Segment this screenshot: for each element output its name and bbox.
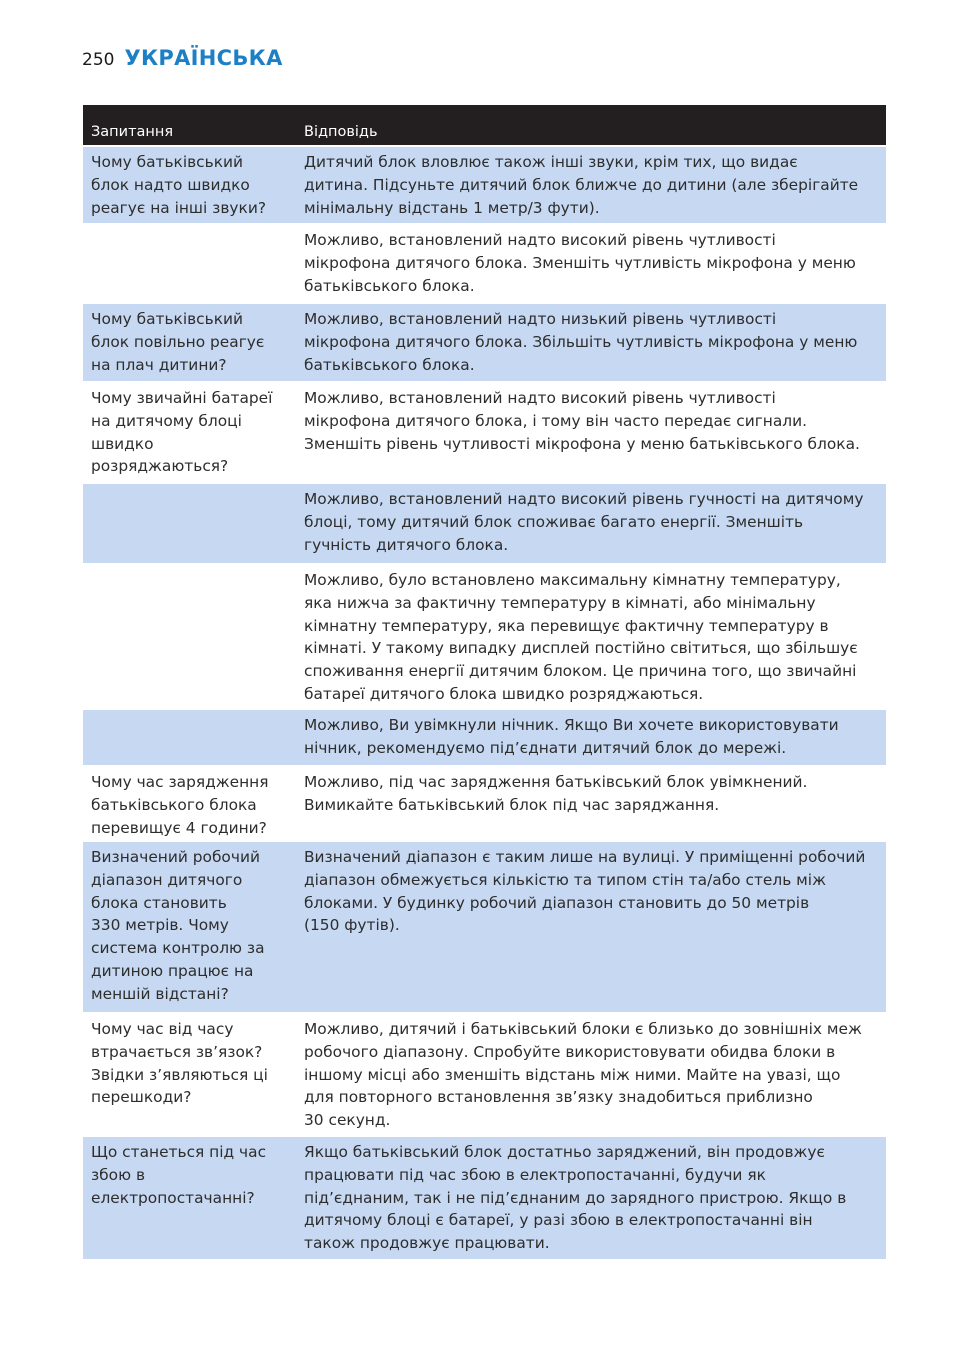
table-header-row — [83, 105, 886, 145]
question-cell: Чому батьківський блок повільно реагує на плач дитини? — [91, 310, 265, 374]
answer-cell: Можливо, дитячий і батьківський блоки є близько до зовнішніх меж робочого діапазону. Спробуйте використовувати обидва блоки в іншому місці або зменшіть відстань між ними. Майте на увазі, що для повторного встановлення зв’язку знадобиться приблизно 30 секунд. — [304, 1020, 862, 1130]
answer-cell: Можливо, Ви увімкнули нічник. Якщо Ви хочете використовувати нічник, рекомендуємо під’єднати дитячий блок до мережі. — [304, 716, 839, 757]
table-row — [83, 223, 886, 302]
table-row — [83, 482, 886, 563]
table-row — [83, 765, 886, 840]
table-row — [83, 145, 886, 223]
table-row — [83, 1012, 886, 1135]
answer-cell: Визначений діапазон є таким лише на вулиці. У приміщенні робочий діапазон обмежується кількістю та типом стін та/або стель між блоками. У будинку робочий діапазон становить до 50 метрів (150 футів). — [304, 848, 866, 935]
question-cell — [83, 484, 296, 563]
answer-cell: Можливо, було встановлено максимальну кімнатну температуру, яка нижча за фактичну температуру в кімнаті, або мінімальну кімнатну температуру, яка перевищує фактичну температуру в кімнаті. У такому випадку дисплей постійно світиться, що збільшує споживання енергії дитячим блоком. Це причина того, що звичайні батареї дитячого блока швидко розряджаються. — [304, 571, 858, 703]
answer-cell: Можливо, встановлений надто низький рівень чутливості мікрофона дитячого блока. Збільшіть чутливість мікрофона у меню батьківського блока. — [304, 310, 858, 374]
question-cell — [83, 565, 296, 708]
column-header-answer: Відповідь — [304, 124, 378, 140]
table-row — [83, 708, 886, 765]
table-row — [83, 302, 886, 381]
question-cell: Чому звичайні батареї на дитячому блоці швидко розряджаються? — [91, 389, 273, 476]
question-cell: Чому час зарядження батьківського блока перевищує 4 години? — [91, 773, 269, 837]
section-title: УКРАЇНСЬКА — [124, 46, 283, 70]
answer-cell: Можливо, під час зарядження батьківський блок увімкнений. Вимикайте батьківський блок під час заряджання. — [304, 773, 808, 814]
column-header-question: Запитання — [91, 124, 174, 140]
table-row — [83, 1135, 886, 1259]
question-cell: Визначений робочий діапазон дитячого блока становить 330 метрів. Чому система контролю за дитиною працює на меншій відстані? — [91, 848, 265, 1003]
table-row — [83, 563, 886, 708]
answer-cell: Дитячий блок вловлює також інші звуки, крім тих, що видає дитина. Підсуньте дитячий блок ближче до дитини (але зберігайте мінімальну відстань 1 метр/3 фути). — [304, 153, 859, 217]
page-header — [82, 46, 283, 76]
answer-cell: Можливо, встановлений надто високий рівень чутливості мікрофона дитячого блока. Зменшіть чутливість мікрофона у меню батьківського блока. — [304, 231, 856, 295]
question-cell — [83, 710, 296, 765]
answer-cell: Можливо, встановлений надто високий рівень чутливості мікрофона дитячого блока, і тому він часто передає сигнали. Зменшіть рівень чутливості мікрофона у меню батьківського блока. — [304, 389, 860, 453]
question-cell: Чому батьківський блок надто швидко реагує на інші звуки? — [91, 153, 267, 217]
table-row — [83, 381, 886, 482]
faq-table — [83, 105, 886, 1259]
page-number: 250 — [82, 50, 115, 70]
question-cell: Чому час від часу втрачається зв’язок? Звідки з’являються ці перешкоди? — [91, 1020, 268, 1107]
answer-cell: Можливо, встановлений надто високий рівень гучності на дитячому блоці, тому дитячий блок споживає багато енергії. Зменшіть гучність дитячого блока. — [304, 490, 864, 554]
answer-cell: Якщо батьківський блок достатньо заряджений, він продовжує працювати під час збою в електропостачанні, будучи як під’єднаним, так і не під’єднаним до зарядного пристрою. Якщо в дитячому блоці є батареї, у разі збою в електропостачанні він також продовжує працювати. — [304, 1143, 847, 1253]
question-cell — [83, 225, 296, 302]
question-cell: Що станеться під час збою в електропостачанні? — [91, 1143, 267, 1207]
table-row — [83, 840, 886, 1012]
